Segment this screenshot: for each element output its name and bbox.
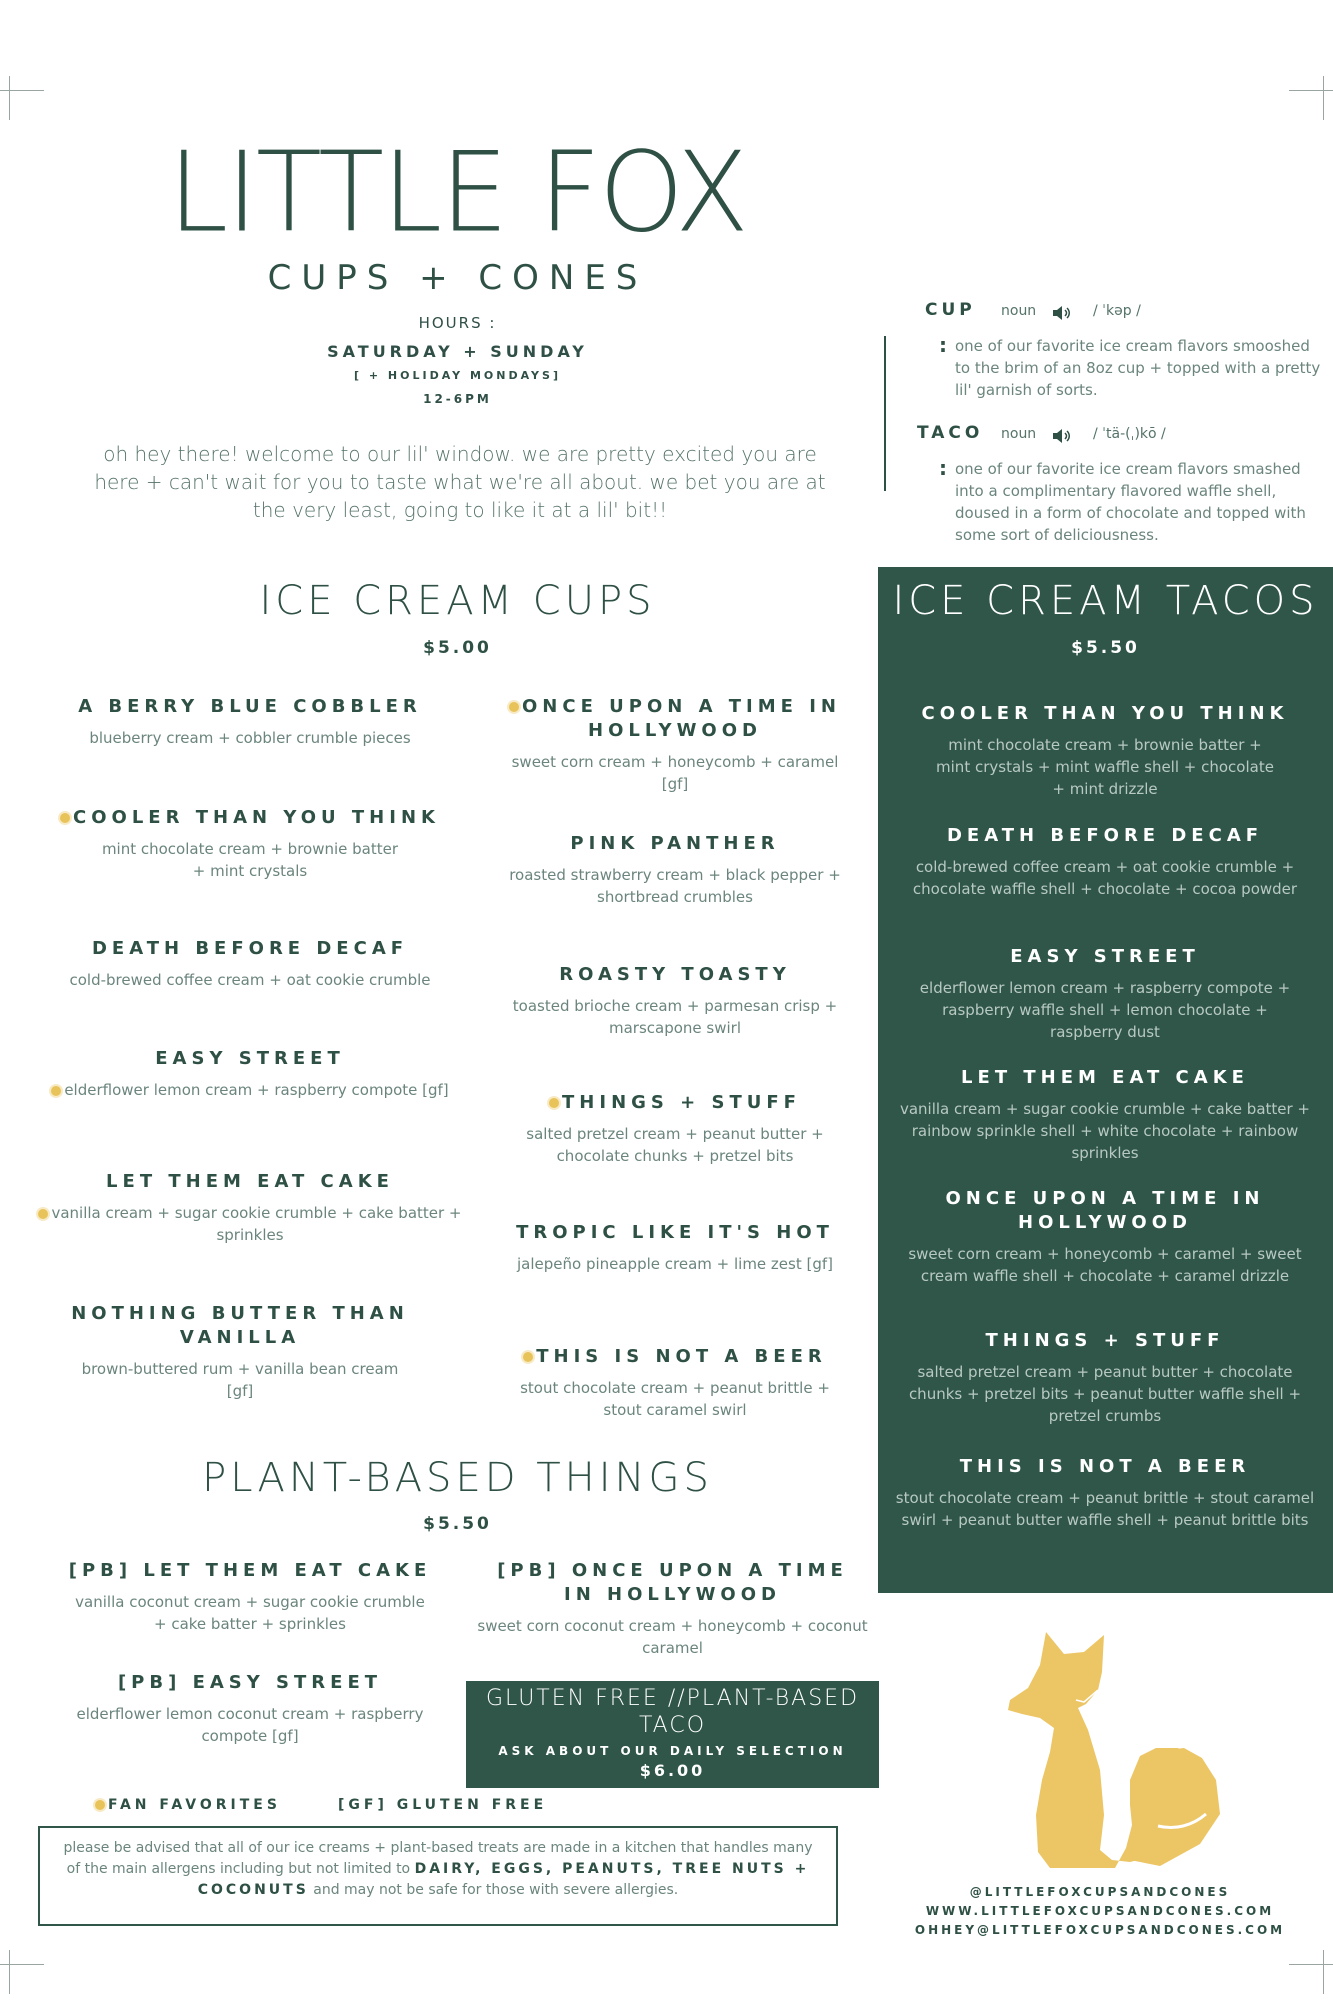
star-icon — [549, 1098, 559, 1108]
welcome-text: oh hey there! welcome to our lil' window. we are pretty excited you are here + can't wait for you to taste what we're all about. we bet you are at the very least, going to like it at a lil' bit!! — [94, 442, 826, 522]
item-desc: sweet corn coconut cream + honeycomb + coconut caramel — [477, 1617, 868, 1657]
item-name: NOTHING BUTTER THAN VANILLA — [71, 1303, 409, 1348]
item-name: ROASTY TOASTY — [559, 964, 791, 985]
item-desc: cold-brewed coffee cream + oat cookie crumble — [69, 971, 431, 989]
definition-text-cup: one of our favorite ice cream flavors smooshed to the brim of an 8oz cup + topped with a pretty lil' garnish of sorts. — [955, 337, 1321, 399]
plant-section-price: $5.50 — [423, 1514, 492, 1534]
item-name: LET THEM EAT CAKE — [106, 1171, 394, 1192]
star-icon — [523, 1352, 533, 1362]
item-name: ONCE UPON A TIME IN HOLLYWOOD — [522, 696, 841, 741]
item-desc: stout chocolate cream + peanut brittle + stout caramel swirl — [520, 1379, 830, 1419]
speaker-icon — [1052, 428, 1072, 444]
item-name: EASY STREET — [1010, 946, 1200, 967]
allergen-text: please be advised that all of our ice creams + plant-based treats are made in a kitchen that handles many of the main allergens including but not limited to — [63, 1840, 813, 1877]
item-desc: vanilla cream + sugar cookie crumble + cake batter + rainbow sprinkle shell + white chocolate + rainbow sprinkles — [899, 1100, 1311, 1162]
crop-mark — [9, 76, 10, 120]
item-name: ONCE UPON A TIME IN HOLLYWOOD — [945, 1188, 1265, 1233]
tacos-section-title: ICE CREAM TACOS — [892, 578, 1319, 624]
gf-taco-price: $6.00 — [639, 1761, 706, 1780]
allergen-list: DAIRY, EGGS, PEANUTS, TREE NUTS + COCONUTS — [197, 1861, 810, 1898]
crop-mark — [1323, 76, 1324, 120]
plant-section-title: PLANT-BASED THINGS — [202, 1455, 713, 1501]
item-name: A BERRY BLUE COBBLER — [78, 696, 422, 717]
menu-item — [890, 1455, 1320, 1531]
fox-logo-icon — [980, 1630, 1230, 1870]
item-name: PINK PANTHER — [570, 833, 780, 854]
item-name: LET THEM EAT CAKE — [961, 1067, 1249, 1088]
hours-label: HOURS : — [418, 314, 497, 332]
menu-item — [890, 824, 1320, 900]
menu-item — [465, 1559, 880, 1659]
website-link[interactable]: WWW.LITTLEFOXCUPSANDCONES.COM — [925, 1904, 1275, 1918]
menu-item — [890, 1187, 1320, 1287]
cups-section-price: $5.00 — [423, 638, 492, 658]
menu-item — [890, 702, 1320, 800]
item-name: [PB] ONCE UPON A TIME IN HOLLYWOOD — [497, 1560, 848, 1605]
item-name: THINGS + STUFF — [562, 1092, 801, 1113]
definition-word-cup: CUP — [925, 300, 976, 320]
item-desc: sweet corn cream + honeycomb + caramel + sweet cream waffle shell + chocolate + caramel drizzle — [908, 1245, 1302, 1285]
legend-fan-favorites — [95, 1797, 281, 1813]
item-desc: toasted brioche cream + parmesan crisp + marscapone swirl — [512, 997, 838, 1037]
menu-item — [30, 1559, 470, 1635]
item-name: COOLER THAN YOU THINK — [921, 703, 1289, 724]
gf-taco-ask: ASK ABOUT OUR DAILY SELECTION — [498, 1744, 847, 1758]
item-name: THIS IS NOT A BEER — [536, 1346, 827, 1367]
legend-fan-label: FAN FAVORITES — [108, 1797, 281, 1813]
definition-text-taco: one of our favorite ice cream flavors smashed into a complimentary flavored waffle shell, doused in a form of chocolate and topped with some sort of deliciousness. — [955, 460, 1306, 544]
item-name: THINGS + STUFF — [985, 1330, 1225, 1351]
menu-item — [20, 695, 480, 749]
menu-item — [20, 1170, 480, 1246]
cups-section-title: ICE CREAM CUPS — [259, 578, 656, 624]
email-link[interactable]: OHHEY@LITTLEFOXCUPSANDCONES.COM — [914, 1923, 1286, 1937]
menu-item — [485, 963, 865, 1039]
crop-mark — [1289, 90, 1333, 91]
menu-item — [485, 695, 865, 795]
definition-word-taco: TACO — [917, 423, 984, 443]
item-name: DEATH BEFORE DECAF — [946, 825, 1264, 846]
instagram-handle[interactable]: @LITTLEFOXCUPSANDCONES — [969, 1885, 1231, 1899]
item-desc: mint chocolate cream + brownie batter + mint crystals — [101, 840, 399, 880]
item-desc: cold-brewed coffee cream + oat cookie crumble + chocolate waffle shell + chocolate + cocoa powder — [912, 858, 1298, 898]
crop-mark — [1289, 1964, 1333, 1965]
menu-item — [890, 1066, 1320, 1164]
menu-item — [40, 1302, 440, 1402]
definition-pronunciation: / ˈtä-(ˌ)kō / — [1093, 426, 1166, 442]
definition-colon: : — [939, 456, 947, 480]
menu-item — [890, 1329, 1320, 1427]
allergen-text-end: and may not be safe for those with severe allergies. — [313, 1882, 679, 1898]
definition-divider — [884, 336, 886, 491]
item-name: COOLER THAN YOU THINK — [73, 807, 440, 828]
speaker-icon — [1052, 305, 1072, 321]
brand-subtitle: CUPS + CONES — [267, 258, 648, 298]
crop-mark — [1323, 1950, 1324, 1994]
menu-item — [20, 937, 480, 991]
tacos-panel — [878, 567, 1333, 1593]
item-desc: salted pretzel cream + peanut butter + chocolate chunks + pretzel bits + peanut butter waffle shell + pretzel crumbs — [908, 1363, 1302, 1425]
item-desc: blueberry cream + cobbler crumble pieces — [89, 729, 411, 747]
star-icon — [60, 813, 70, 823]
menu-item — [485, 1091, 865, 1167]
item-name: [PB] LET THEM EAT CAKE — [68, 1560, 432, 1581]
item-desc: elderflower lemon cream + raspberry compote [gf] — [64, 1081, 449, 1099]
contact-block — [905, 1883, 1295, 1940]
item-name: TROPIC LIKE IT'S HOT — [516, 1222, 834, 1243]
star-icon — [509, 702, 519, 712]
hours-days: SATURDAY + SUNDAY — [327, 342, 588, 361]
item-name: EASY STREET — [155, 1048, 345, 1069]
brand-title: LITTLE FOX — [167, 129, 747, 258]
star-icon — [38, 1209, 48, 1219]
menu-item — [890, 945, 1320, 1043]
item-desc: elderflower lemon cream + raspberry compote + raspberry waffle shell + lemon chocolate + raspberry dust — [919, 979, 1291, 1041]
menu-item — [30, 1671, 470, 1747]
crop-mark — [0, 1964, 44, 1965]
gf-taco-title: GLUTEN FREE //PLANT-BASED TACO — [485, 1686, 860, 1738]
star-icon — [95, 1800, 105, 1810]
item-desc: elderflower lemon coconut cream + raspberry compote [gf] — [76, 1705, 424, 1745]
tacos-section-price: $5.50 — [1071, 638, 1140, 658]
item-desc: sweet corn cream + honeycomb + caramel [gf] — [511, 753, 839, 793]
item-desc: stout chocolate cream + peanut brittle + stout caramel swirl + peanut butter waffle shell + peanut brittle bits — [895, 1489, 1315, 1529]
menu-item — [20, 806, 480, 882]
menu-item — [485, 1345, 865, 1421]
hours-time: 12-6PM — [423, 392, 492, 406]
definition-colon: : — [939, 333, 947, 357]
item-name: THIS IS NOT A BEER — [959, 1456, 1251, 1477]
crop-mark — [0, 90, 44, 91]
item-desc: mint chocolate cream + brownie batter + mint crystals + mint waffle shell + chocolate + mint drizzle — [936, 736, 1274, 798]
allergen-notice — [38, 1826, 838, 1926]
gluten-free-taco-box — [466, 1681, 879, 1788]
menu-item — [20, 1047, 480, 1101]
hours-note: [ + HOLIDAY MONDAYS] — [354, 369, 561, 382]
item-desc: salted pretzel cream + peanut butter + chocolate chunks + pretzel bits — [526, 1125, 824, 1165]
menu-item — [485, 1221, 865, 1275]
crop-mark — [9, 1950, 10, 1994]
item-name: [PB] EASY STREET — [117, 1672, 383, 1693]
legend-gluten-free: [GF] GLUTEN FREE — [338, 1797, 548, 1813]
menu-item — [485, 832, 865, 908]
item-desc: brown-buttered rum + vanilla bean cream [gf] — [81, 1360, 399, 1400]
item-desc: vanilla cream + sugar cookie crumble + cake batter + sprinkles — [51, 1204, 462, 1244]
item-desc: jalepeño pineapple cream + lime zest [gf] — [516, 1255, 834, 1273]
item-desc: roasted strawberry cream + black pepper + shortbread crumbles — [509, 866, 841, 906]
star-icon — [51, 1086, 61, 1096]
item-name: DEATH BEFORE DECAF — [91, 938, 409, 959]
definition-pos: noun — [1001, 426, 1037, 442]
definition-pos: noun — [1001, 303, 1037, 319]
item-desc: vanilla coconut cream + sugar cookie crumble + cake batter + sprinkles — [75, 1593, 425, 1633]
definition-pronunciation: / ˈkəp / — [1093, 303, 1141, 319]
